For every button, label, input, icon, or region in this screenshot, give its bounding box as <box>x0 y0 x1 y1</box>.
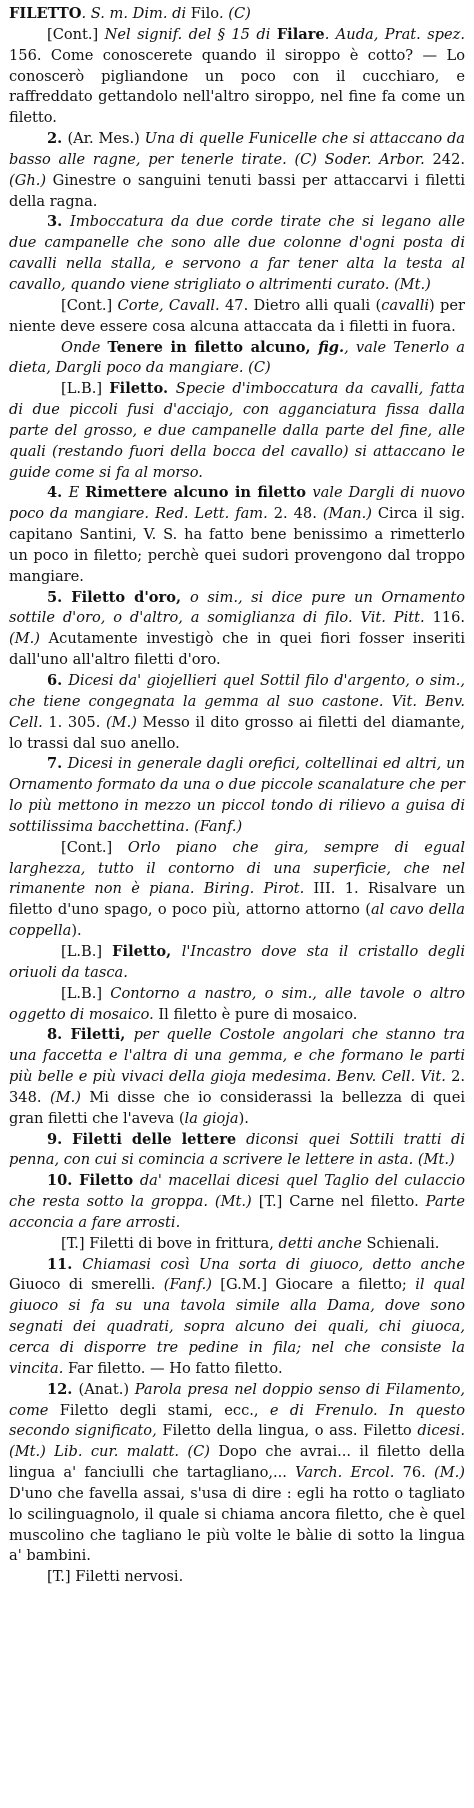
entry-definition: dicesi. (Mt.) Lib. cur. malatt. (C) <box>9 1422 465 1461</box>
entry-text: (Anat.) <box>78 1380 135 1398</box>
entry-definition: Varch. Ercol. <box>295 1464 403 1482</box>
entry-definition: Dicesi in generale dagli orefici, coltellinai ed altri, un Ornamento formato da una o due piccole scanalature che per lo più mettono in mezzo un piccol tondo di rilievo a guisa di sottilissima bacchettina. (Fanf.) <box>9 755 465 835</box>
sense-entry <box>9 1234 465 1255</box>
entry-term: 10. Filetto <box>47 1172 140 1190</box>
entry-text: D'uno che favella assai, s'usa di dire : egli ha rotto o tagliato lo scilinguagnolo, il quale si chiama ancora filetto, che è quel muscolino che tagliano le più volte le bàlie di sotto la lingua a' bambini. <box>9 1484 465 1565</box>
entry-text: [G.M.] Giocare a filetto; <box>220 1276 416 1294</box>
entry-text: [Cont.] <box>61 296 118 314</box>
entry-term: 3. <box>47 213 71 231</box>
entry-text: Schienali. <box>366 1234 440 1252</box>
entry-definition: vale Dargli di nuovo poco da mangiare. Red. Lett. fam. <box>9 484 465 523</box>
entry-text: 242. <box>432 150 465 168</box>
entry-definition: . S. m. Dim. di <box>81 5 191 22</box>
entry-list <box>9 4 465 1588</box>
sense-entry <box>9 129 465 212</box>
entry-text: 2. 48. <box>273 505 323 523</box>
entry-term: Tenere in filetto alcuno, <box>107 338 319 356</box>
entry-term: 9. Filetti delle lettere <box>47 1130 247 1148</box>
entry-definition: il qual giuoco si fa su una tavola simile alla Dama, dove sono segnati dei quadrati, sopra alcuno dei quali, chi giuoca, cerca di disporre tre pedine in fila; nel che consiste la vincita. <box>9 1276 465 1377</box>
entry-definition: Contorno a nastro, o sim., alle tavole o altro oggetto di mosaico. <box>9 984 465 1023</box>
headword-entry <box>9 4 465 25</box>
entry-text: ). <box>238 1109 249 1127</box>
entry-text: 1. 305. <box>48 713 106 731</box>
sense-entry <box>9 1567 465 1588</box>
entry-text: Filo <box>190 5 220 22</box>
entry-text: Acutamente investigò che in quei fiori fosser inseriti dall'uno all'altro filetti d'oro. <box>9 630 465 669</box>
entry-term: Filare <box>276 25 325 43</box>
entry-definition: detti anche <box>278 1234 367 1252</box>
entry-text: Dopo che avrai... il filetto della lingua a' fanciulli che tartagliano,... <box>9 1443 465 1482</box>
entry-definition: o sim., si dice pure un Ornamento sottile d'oro, o d'altro, a somiglianza di filo. Vit. Pitt. <box>9 588 465 627</box>
sense-entry <box>9 1171 465 1234</box>
sense-entry <box>9 754 465 837</box>
entry-text: [Cont.] <box>61 838 128 856</box>
entry-definition: Orlo piano che gira, sempre di egual larghezza, tutto il contorno di una superficie, che nel rimanente non è piana. Biring. Pirot. <box>9 838 465 898</box>
entry-definition: Specie d'imboccatura da cavalli, fatta di due piccoli fusi d'acciajo, con agganciatura fissa dalla parte del grosso, e due campanelle dalla parte del fine, alle quali (restando fuori della bocca del cavallo) si attaccano le guide come si fa al morso. <box>9 380 465 481</box>
entry-definition: E <box>68 484 86 502</box>
entry-text: Giuoco di smerelli. <box>9 1276 164 1294</box>
entry-definition: (M.) <box>105 713 143 731</box>
sense-entry <box>9 296 465 338</box>
entry-term: 12. <box>47 1380 79 1398</box>
headword: FILETTO <box>9 5 82 22</box>
sense-entry <box>9 338 465 380</box>
entry-text: [L.B.] <box>61 380 110 398</box>
entry-definition: (Man.) <box>322 505 378 523</box>
entry-definition: da' macellai dicesi quel Taglio del culaccio che resta sotto la groppa. (Mt.) <box>9 1172 465 1211</box>
entry-definition: (Fanf.) <box>163 1276 221 1294</box>
entry-text: [L.B.] <box>61 984 111 1002</box>
entry-text: [T.] Carne nel filetto. <box>258 1193 426 1211</box>
entry-definition: Onde <box>61 338 108 356</box>
entry-text: [Cont.] <box>47 25 105 43</box>
entry-definition: Una di quelle Funicelle che si attaccano da basso alle ragne, per tenerle tirate. (C) Soder. Arbor. <box>9 130 465 168</box>
sense-entry <box>9 588 465 671</box>
entry-text: ). <box>71 922 82 940</box>
sense-entry <box>9 1255 465 1380</box>
sense-entry <box>9 671 465 754</box>
entry-text: Far filetto. — Ho fatto filetto. <box>68 1359 283 1377</box>
entry-definition: (M.) <box>49 1088 90 1106</box>
entry-term: 2. <box>47 130 68 148</box>
entry-definition: per quelle Costole angolari che stanno tra una faccetta e l'altra di una gemma, e che formano le parti più belle e più vivaci della gioja medesima. Benv. Cell. Vit. <box>9 1026 465 1086</box>
entry-definition: e di Frenulo. In questo secondo significato, <box>9 1401 465 1440</box>
sense-entry <box>9 1130 465 1172</box>
entry-text: [L.B.] <box>61 942 113 960</box>
sense-entry <box>9 212 465 295</box>
entry-text: Circa il sig. capitano Santini, V. S. ha fatto bene benissimo a rimetterlo un poco in filetto; perchè quei sudori provengono dal troppo mangiare. <box>9 505 465 585</box>
sense-entry <box>9 838 465 942</box>
entry-text: ) per niente deve essere cosa alcuna attaccata da i filetti in fuora. <box>9 296 465 335</box>
entry-text: Il filetto è pure di mosaico. <box>158 1005 358 1023</box>
entry-text: [T.] Filetti di bove in frittura, <box>61 1234 279 1252</box>
entry-definition: . (C) <box>219 5 251 22</box>
entry-definition: (Gh.) <box>9 171 53 189</box>
entry-definition: Parola presa nel doppio senso di Filamento, come <box>9 1380 465 1419</box>
entry-text: 76. <box>402 1464 435 1482</box>
entry-definition: cavalli <box>381 296 430 314</box>
entry-term: 4. <box>47 484 69 502</box>
entry-term: Filetto. <box>109 380 176 398</box>
entry-definition: Chiamasi così Una sorta di giuoco, detto anche <box>82 1255 465 1273</box>
entry-term: 6. <box>47 672 69 689</box>
entry-text: (Ar. Mes.) <box>67 130 145 148</box>
entry-definition: Corte, Cavall. <box>117 296 225 314</box>
entry-text: Ginestre o sanguini tenuti bassi per attaccarvi i filetti della ragna. <box>9 171 465 210</box>
entry-term: fig. <box>318 338 345 356</box>
entry-definition: al cavo della coppella <box>9 901 465 940</box>
entry-definition: l'Incastro dove sta il cristallo degli oriuoli da tasca. <box>9 942 465 981</box>
entry-definition: Imboccatura da due corde tirate che si legano alle due campanelle che sono alle due colonne d'ogni posta di cavalli nella stalla, e servono a far tener alta la testa al cavallo, quando viene strigliato o altrimenti curato. (Mt.) <box>9 213 465 293</box>
entry-term: 5. Filetto d'oro, <box>47 588 191 606</box>
sense-entry <box>9 1025 465 1129</box>
entry-term: Rimettere alcuno in filetto <box>85 484 313 502</box>
entry-definition: diconsi quei Sottili tratti di penna, con cui si comincia a scrivere le lettere in asta. (Mt.) <box>9 1130 465 1169</box>
entry-definition: Parte acconcia a fare arrosti. <box>9 1193 465 1231</box>
entry-text: [T.] Filetti nervosi. <box>47 1568 184 1586</box>
entry-text: 116. <box>432 609 465 627</box>
entry-definition: (M.) <box>434 1464 465 1482</box>
entry-definition: (M.) <box>9 630 49 648</box>
entry-definition: Dicesi da' giojellieri quel Sottil filo d'argento, o sim., che tiene congegnata la gemma al suo castone. Vit. Benv. Cell. <box>9 672 465 731</box>
entry-term: Filetto, <box>112 942 182 960</box>
entry-text: 156. Come conoscerete quando il siroppo è cotto? — Lo conoscerò pigliandone un poco con il cucchiaro, e raffreddato gettandolo nell'altro siroppo, nel fine fa come un filetto. <box>9 46 465 127</box>
entry-term: 11. <box>47 1255 83 1273</box>
sense-entry <box>9 984 465 1026</box>
sense-entry <box>9 483 465 587</box>
entry-text: Filetto della lingua, o ass. Filetto <box>162 1422 418 1440</box>
sense-entry <box>9 1380 465 1568</box>
entry-text: III. 1. Risalvare un filetto d'uno spago, o poco più, attorno attorno ( <box>9 880 465 919</box>
entry-definition: la gioja <box>184 1109 239 1127</box>
entry-definition: . Auda, Prat. spez. <box>324 25 465 43</box>
sense-entry <box>9 942 465 984</box>
entry-definition: Nel signif. del § 15 di <box>104 25 277 43</box>
entry-text: Messo il dito grosso ai filetti del diamante, lo trassi dal suo anello. <box>9 713 466 752</box>
entry-term: 7. <box>47 755 68 773</box>
entry-text: Filetto degli stami, ecc., <box>59 1401 270 1419</box>
sense-entry <box>9 379 465 483</box>
entry-term: 8. Filetti, <box>47 1026 134 1044</box>
entry-text: Mi disse che io considerassi la bellezza di quei gran filetti che l'aveva ( <box>9 1088 465 1127</box>
sense-entry <box>9 25 465 129</box>
entry-text: 2. 348. <box>9 1068 465 1106</box>
entry-text: 47. Dietro alli quali ( <box>225 296 382 314</box>
entry-definition: , vale Tenerlo a dieta, Dargli poco da mangiare. (C) <box>9 338 465 377</box>
